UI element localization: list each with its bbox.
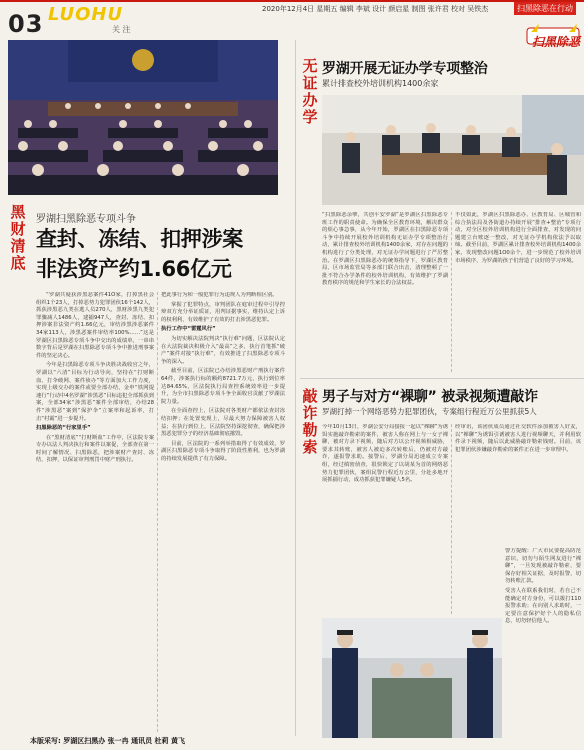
- lead-subhead: 执行工作中“雷霆风行”: [161, 326, 216, 333]
- column-divider: [451, 212, 452, 372]
- section-label-left: 黑财清底: [10, 203, 26, 272]
- lead-headline-line2: 非法资产约1.66亿元: [36, 257, 232, 281]
- lead-paragraph: 把此事行为和一般犯罪行为违规人为判断相区别。: [161, 292, 278, 298]
- lead-paragraph: 在“黑财清底”“打财断血”工作中，区法院专案专办以法人判决执行和案件以案促，全部查在第一时间了解情况、扫黑除恶，把涉案财产查封、冻结、扣押，以保证审判刑罚中财产刑执行。: [36, 434, 154, 464]
- column-divider: [157, 292, 158, 732]
- section-label-right-mid: 敲诈勒索: [302, 387, 318, 456]
- lead-paragraph: “罗湖共疑获涉黑恶案件41O家，打掉黑社会组织1个23人，打掉恶势力犯罪团伙16个142人，抓获涉黑恶九类在逃人员270人，黑财涉黑九类犯罪骤减人1486人，逮捕947人，查封、冻结、扣押涉案非法资产约1.66亿元，审结涉黑涉恶案件34家113人，涉黑恶案件审结率100%……”这是罗湖区扫黑除恶专项斗争中交出的成绩单，一串串数字背后是罗湖在扫黑除恶专项斗争中推进刑事案件的坚定决心。: [36, 292, 154, 359]
- lead-paragraph: 目前，区法院的一系列举措取得了有效成效，罗湖区扫黑除恶专项斗争取得了阶段性胜利，也为罗湖的持续发展提供了有力保障。: [161, 440, 285, 462]
- masthead: [0, 0, 584, 49]
- lead-subhead: 扫黑除恶的“行家里手”: [36, 425, 91, 432]
- page-divider: [295, 40, 296, 736]
- story3-column-1: 今年10月13日，罗湖公安分局接报一起以“裸聊”为诱饵实施敲诈勒索的案件，被害人称在网上与一女子裸聊，被对方录下视频，随后对方以公开视频相威胁，要求其转账，被害人被迫多次转账后，仍被对方敲诈，遂报警求助。接警后，罗湖分局迅速成立专案组，经过缜密侦查，很快锁定了以胡某为首的网络恶势力犯罪团伙，案组民警行程近万公里，分赴多地开展抓捕行动，成功抓获犯罪嫌疑人5名。: [322, 424, 448, 484]
- lead-paragraph: 今年是扫黑除恶专项斗争决胜决战收官之年，罗湖以“六清”目标为行动导向，坚持在“打财断血、打伞破网、案件侦办”等方面加大工作力度，实现上级交办的案件或要全部办结，金申“铁网提速行”行动中4名罗湖“涉黑恶”目标违犯全部抓获到案，全部34家“涉黑恶”案件全部审结，办结28件“涉黑恶”案到“保护伞”立案率和起诉率，打击“村霸”进一步提升。: [36, 362, 154, 422]
- section-logo: LUOHU: [48, 4, 124, 25]
- lead-paragraph: 截至目前，区法院已办结涉黑恶财产刑执行案件64件，涉案执行标的额约8721.7万元，执行到位率达84.65%，区法院执行局查控系统效率进一步提升，为全市扫黑除恶专项斗争全面收官贡献了罗湖法院力量。: [161, 368, 285, 405]
- masthead-rule: [0, 0, 584, 2]
- story2-subhead: 累计排查校外培训机构1400余家: [322, 79, 439, 88]
- tagline-badge: 扫黑除恶在行动: [514, 2, 576, 15]
- campaign-seal-text: 扫黑除恶: [532, 35, 581, 49]
- lead-column-2: [161, 292, 285, 732]
- meeting-photo: [322, 95, 584, 205]
- byline-footer: 本版采写: 罗湖区扫黑办 张一冉 通讯员 杜莉 黄飞: [30, 737, 185, 745]
- suspects-photo: [322, 618, 502, 738]
- story3-paragraph: 受害人在联系我们时，若自己不能确定对方身份，可以拨打110报警求助；在向别人求助时，一定要注意保护好个人的隐私信息，切勿轻信他人。: [505, 587, 581, 625]
- lead-paragraph: 为切实解决法院判决“执行难”问题，区法院认定在大法院裁决积极介入“最高”之多，执行首笔抓“破产”案件对接“执行难”，有效推进了扫黑除恶专项斗争的深入。: [161, 335, 285, 365]
- page-number: 03: [8, 10, 44, 38]
- lead-column-1: [36, 292, 154, 732]
- story2-headline: 罗湖开展无证办学专项整治: [322, 61, 488, 77]
- story3-subhead: 罗湖打掉一个网络恶势力犯罪团伙，专案组行程近万公里抓获5人: [322, 407, 537, 416]
- story2-column-2: 不仅如此，罗湖区扫黑除恶办、区教育局、区城管和综合执法局及各街道办持续开展“排查+整治”专项行动，对全区校外培训机构进行全面排查，对发现的问题建立台账逐一整改，对无证办学机构依法予以取缔。截至目前，罗湖区累计排查校外培训机构1400余家，发现整改问题1O0余个，进一步规范了校外培训市场秩序，为罗湖的孩子们营造了良好的学习环境。: [455, 212, 581, 264]
- dateline: 2020年12月4日 星期五 编辑 李斌 设计 颜启星 制图 张许君 校对 吴铁杰: [262, 5, 489, 13]
- courtroom-photo: [8, 40, 278, 195]
- lead-paragraph: 掌握了犯罪特点，审判团队在庭审过程中引导控辩双方充分举证质证，用判证据事实，维持认定上诉的权利利，有效维护了有效的打击涉黑恶犯罪。: [161, 301, 285, 323]
- story3-headline: 男子与对方“裸聊” 被录视频遭敲诈: [322, 389, 538, 405]
- lead-headline-line1: 查封、冻结、扣押涉案: [36, 227, 243, 251]
- story3-column-2: 经审讯，该团伙成员通过社交软件添加被害人好友，以“裸聊”为诱饵引诱被害人进行视频聊天，并利用软件录下视频，随后以此威胁敲诈勒索钱财。目前，该犯罪团伙涉嫌敲诈勒索的案件正在进一步审理中。: [455, 424, 581, 453]
- lead-kicker: 罗湖扫黑除恶专项斗争: [36, 214, 136, 225]
- section-divider: [300, 378, 584, 379]
- section-label-right-top: 无证办学: [302, 57, 318, 126]
- story3-column-3: [505, 548, 581, 738]
- column-divider: [451, 424, 452, 614]
- story2-column-1: “扫黑除恶余孽，共创平安罗湖”是罗湖区扫黑除恶专班工作的职责使命。为确保全区教育环境，解决群众的烦心事急事，从今年开始，罗湖区在扫黑除恶专项斗争中持续开展校外培训机构无证办学专项整治行动，累计排查校外培训机构1400余家，对存在问题的机构进行了分类处理，对无证办学问题进行了严厉整治。在罗湖区扫黑除恶办的统筹指导下，罗湖区教育局、区市场监管局等多部门联合出击，清理整顿了一批不符合办学条件的校外培训机构，有效维护了罗湖教育秩序的规范和学生家长的合法权益。: [322, 212, 448, 287]
- story3-paragraph: 警方提醒：广大市民要提高防范意识，切勿与陌生网友进行“裸聊”，一旦发现被敲诈勒索，要保存好相关证据，及时报警，切勿转账汇款。: [505, 548, 581, 585]
- lead-paragraph: 在全面查控上，区法院对各类财产都依法查封冻结扣押；在处置变现上，尽最大努力保障被害人权益；在执行到位上，区法院坚持深挖彻查，确保把涉黑恶犯罪分子的经济基础彻底摧毁。: [161, 408, 285, 438]
- section-logo-cn: 关 注: [112, 25, 131, 34]
